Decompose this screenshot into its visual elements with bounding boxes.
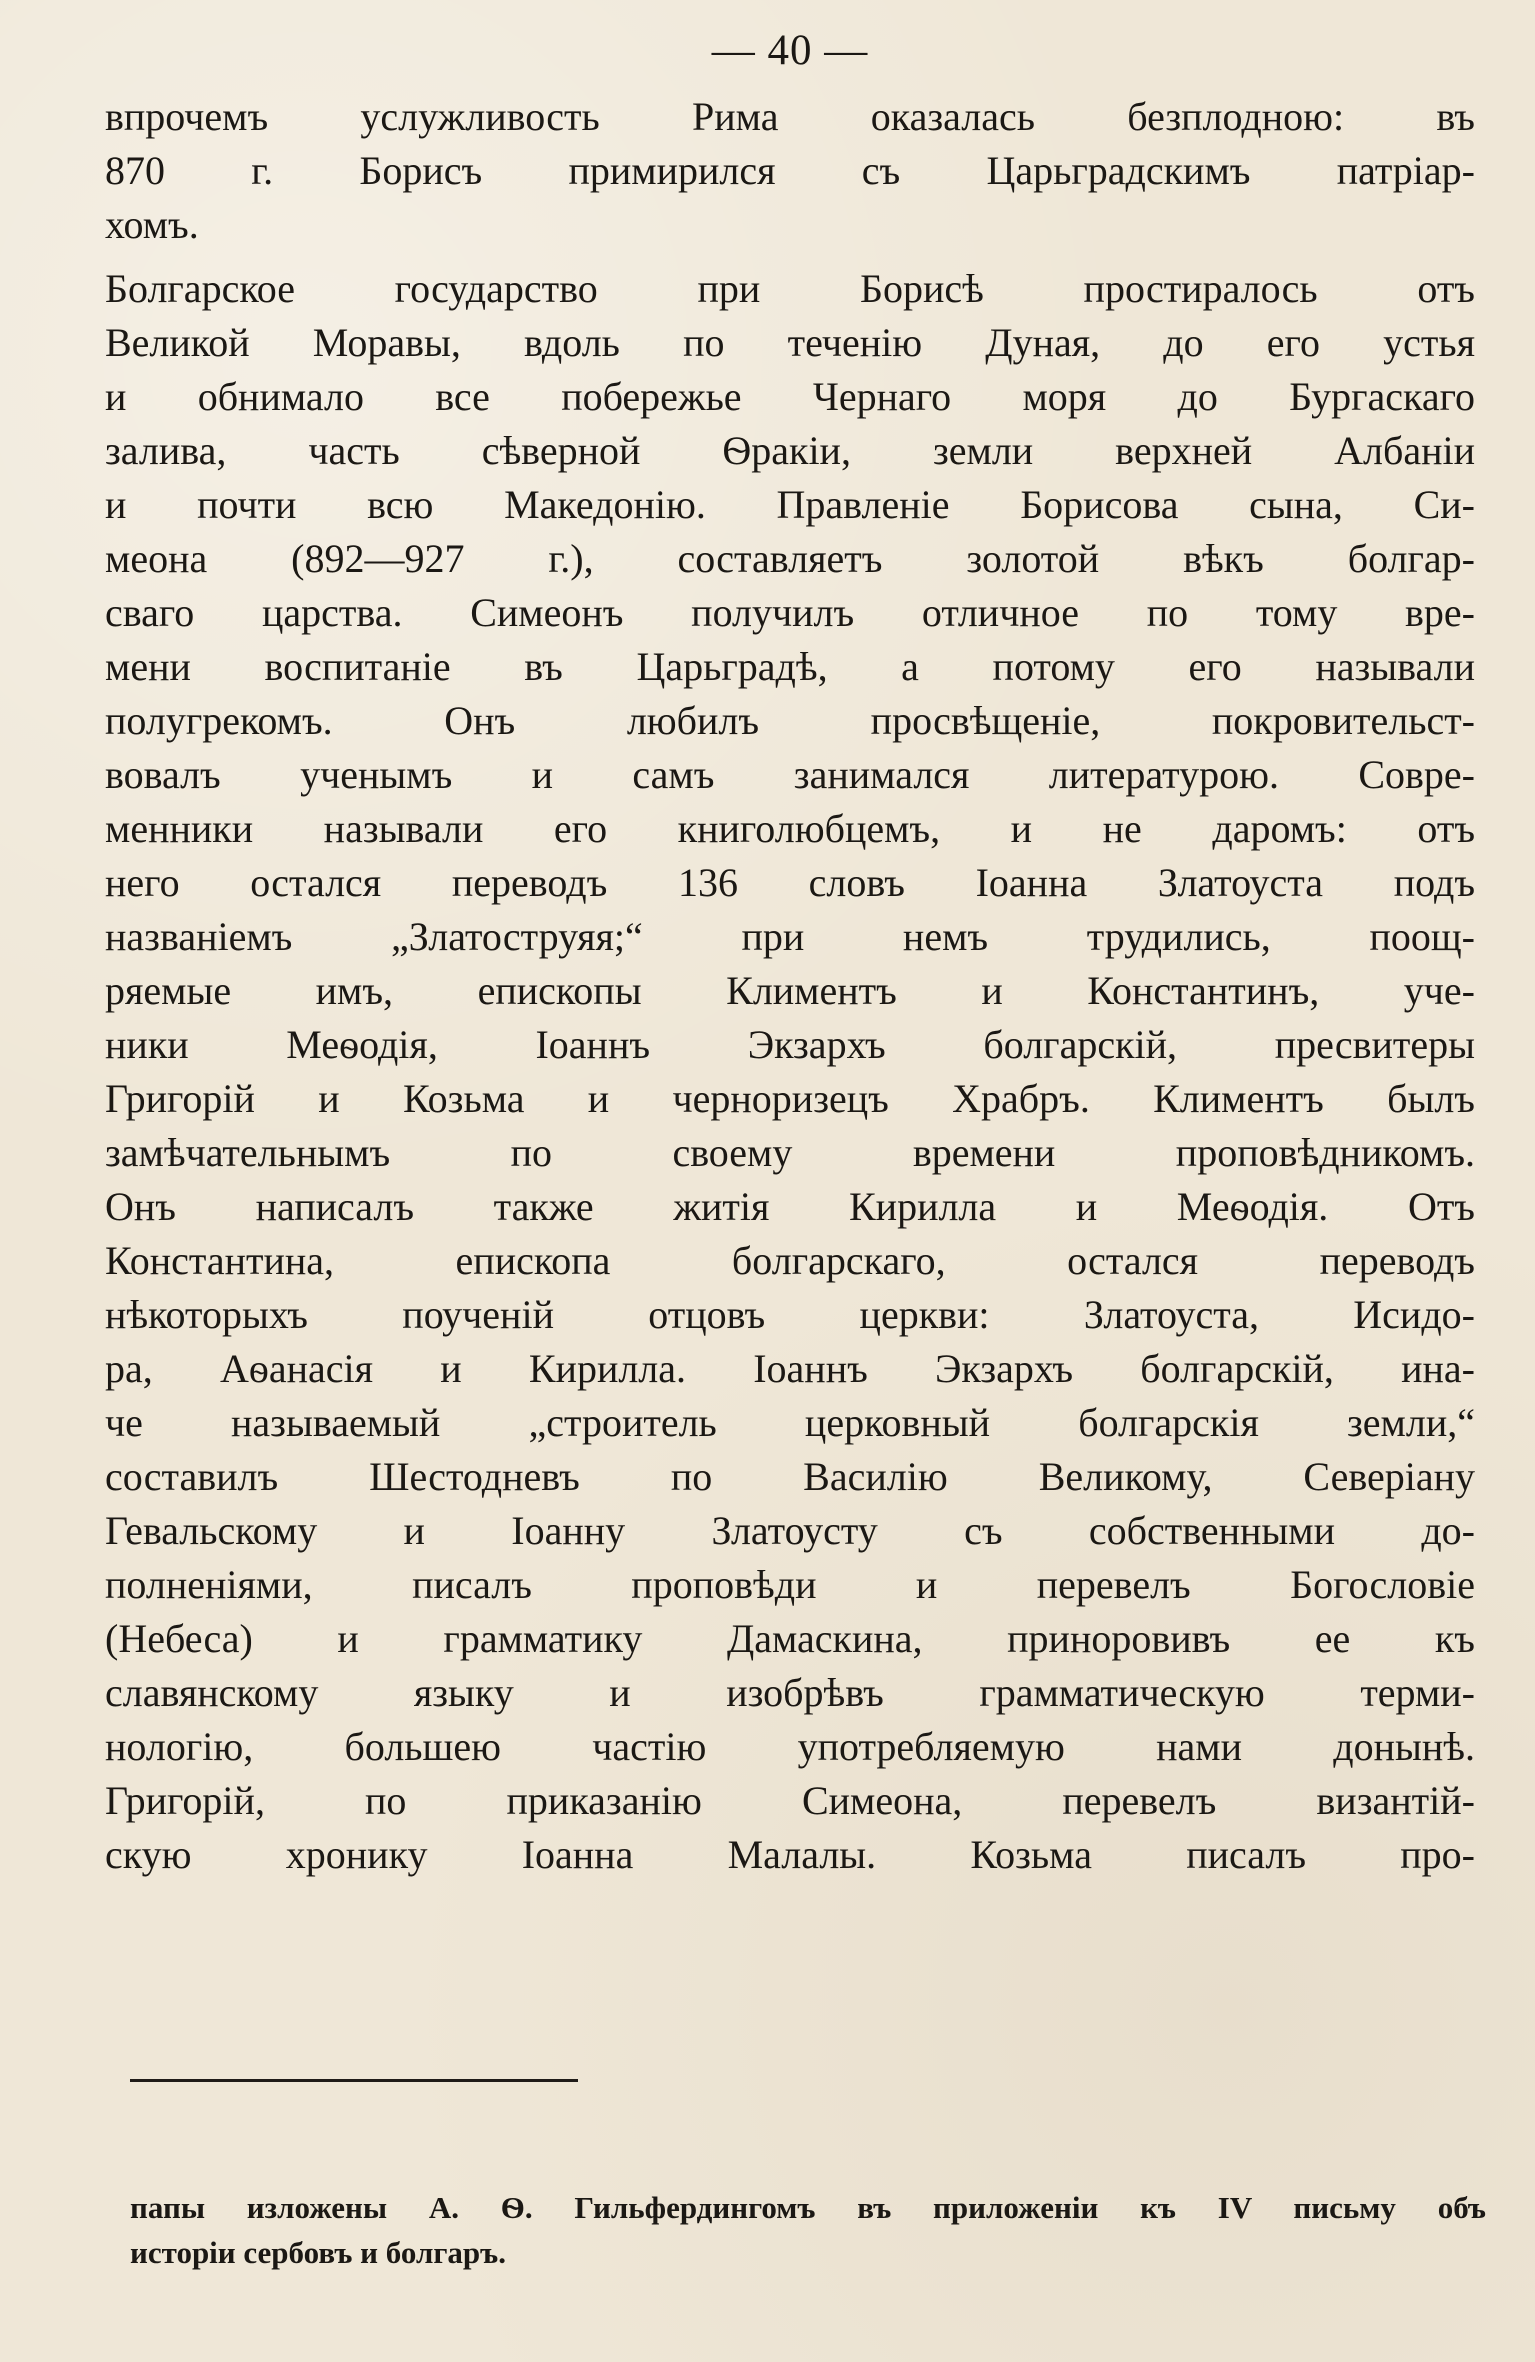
text-line-26: составилъ Шестодневъ по Василію Великому, Северіану xyxy=(105,1454,1475,1499)
text-line-8: и почти всю Македонію. Правленіе Борисова сына, Си- xyxy=(105,482,1475,527)
text-line-4: Болгарское государство при Борисѣ простиралось отъ xyxy=(105,266,1475,311)
text-line-24: ра, Аѳанасія и Кирилла. Іоаннъ Экзархъ болгарскій, ина- xyxy=(105,1346,1475,1391)
text-line-1: впрочемъ услужливость Рима оказалась безплодною: въ xyxy=(105,94,1475,139)
text-line-29: (Небеса) и грамматику Дамаскина, приноровивъ ее къ xyxy=(105,1616,1475,1661)
text-line-28: полненіями, писалъ проповѣди и перевелъ Богословіе xyxy=(105,1562,1475,1607)
main-text xyxy=(105,90,1475,1882)
text-line-33: скую хронику Іоанна Малалы. Козьма писалъ про- xyxy=(105,1832,1475,1877)
text-line-23: нѣкоторыхъ поученій отцовъ церкви: Златоуста, Исидо- xyxy=(105,1292,1475,1337)
text-line-13: вовалъ ученымъ и самъ занимался литературою. Совре- xyxy=(105,752,1475,797)
text-line-32: Григорій, по приказанію Симеона, перевелъ византій- xyxy=(105,1778,1475,1823)
text-line-18: ники Меѳодія, Іоаннъ Экзархъ болгарскій, пресвитеры xyxy=(105,1022,1475,1067)
text-line-15: него остался переводъ 136 словъ Іоанна Златоуста подъ xyxy=(105,860,1475,905)
text-line-5: Великой Моравы, вдоль по теченію Дуная, до его устья xyxy=(105,320,1475,365)
text-line-10: сваго царства. Симеонъ получилъ отличное по тому вре- xyxy=(105,590,1475,635)
text-line-6: и обнимало все побережье Чернаго моря до Бургаскаго xyxy=(105,374,1475,419)
footnote-line-1: папы изложены А. Ѳ. Гильфердингомъ въ приложеніи къ IV письму объ xyxy=(130,2190,1486,2225)
paragraph-gap xyxy=(105,252,1475,262)
text-line-14: менники называли его книголюбцемъ, и не даромъ: отъ xyxy=(105,806,1475,851)
text-line-12: полугрекомъ. Онъ любилъ просвѣщеніе, покровительст- xyxy=(105,698,1475,743)
text-line-25: че называемый „строитель церковный болгарскія земли,“ xyxy=(105,1400,1475,1445)
text-line-11: мени воспитаніе въ Царьградѣ, а потому его называли xyxy=(105,644,1475,689)
footnote-line-2: исторіи сербовъ и болгаръ. xyxy=(130,2235,506,2270)
text-line-30: славянскому языку и изобрѣвъ грамматическую терми- xyxy=(105,1670,1475,1715)
text-line-2: 870 г. Борисъ примирился съ Царьградскимъ патріар- xyxy=(105,148,1475,193)
text-line-9: меона (892—927 г.), составляетъ золотой вѣкъ болгар- xyxy=(105,536,1475,581)
text-line-3: хомъ. xyxy=(105,202,199,247)
footnote-divider xyxy=(130,2079,578,2082)
page-number: — 40 — xyxy=(711,27,869,74)
text-line-16: названіемъ „Златоструяя;“ при немъ трудились, поощ- xyxy=(105,914,1475,959)
text-line-17: ряемые имъ, епископы Климентъ и Константинъ, уче- xyxy=(105,968,1475,1013)
text-line-22: Константина, епископа болгарскаго, остался переводъ xyxy=(105,1238,1475,1283)
text-line-7: залива, часть сѣверной Ѳракіи, земли верхней Албаніи xyxy=(105,428,1475,473)
text-line-27: Гевальскому и Іоанну Златоусту съ собственными до- xyxy=(105,1508,1475,1553)
text-line-31: нологію, большею частію употребляемую нами донынѣ. xyxy=(105,1724,1475,1769)
text-line-20: замѣчательнымъ по своему времени проповѣдникомъ. xyxy=(105,1130,1475,1175)
text-line-19: Григорій и Козьма и черноризецъ Храбръ. Климентъ былъ xyxy=(105,1076,1475,1121)
footnote xyxy=(130,2185,1486,2275)
text-line-21: Онъ написалъ также житія Кирилла и Меѳодія. Отъ xyxy=(105,1184,1475,1229)
